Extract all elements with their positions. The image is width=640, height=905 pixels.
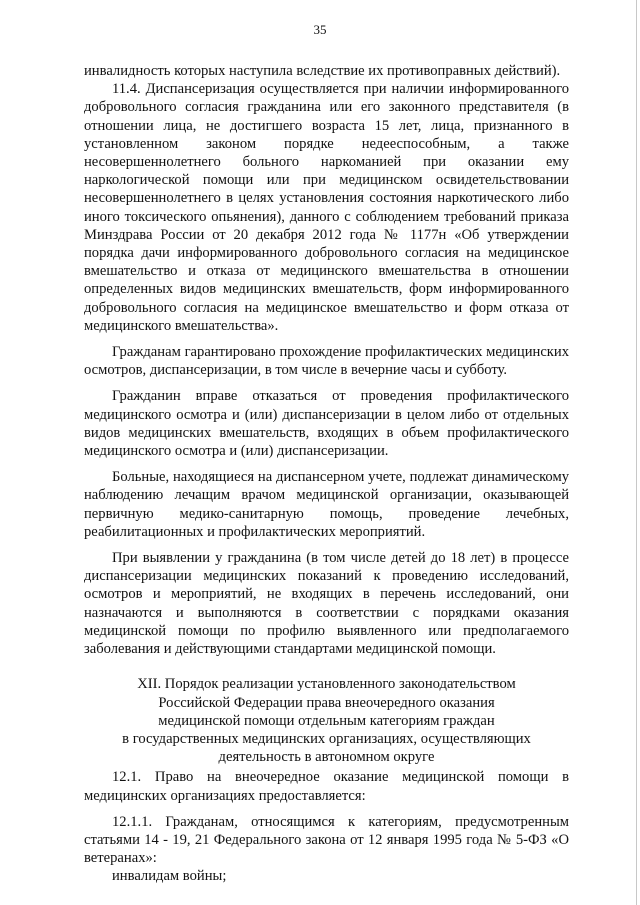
paragraph-12-1-1: 12.1.1. Гражданам, относящимся к категориям, предусмотренным статьями 14 - 19, 21 Федерального закона от 12 января 1995 года № 5-ФЗ «О ветеранах»:	[84, 813, 569, 867]
document-body	[84, 62, 569, 886]
heading-line: деятельность в автономном округе	[218, 749, 435, 766]
paragraph-dispensary-patients: Больные, находящиеся на диспансерном учете, подлежат динамическому наблюдению лечащим врачом медицинской организации, оказывающей первичную медико-санитарную помощь, проведение лечебных, реабилитационных и профилактических мероприятий.	[84, 469, 569, 540]
paragraph-guarantee: Гражданам гарантировано прохождение профилактических медицинских осмотров, диспансеризации, в том числе в вечерние часы и субботу.	[84, 344, 569, 379]
paragraph-indications: При выявлении у гражданина (в том числе детей до 18 лет) в процессе диспансеризации медицинских показаний к проведению исследований, осмотров и мероприятий, не входящих в перечень исследований, они назначаются и выполняются в соответствии с порядками оказания медицинской помощи по профилю выявленного или предполагаемого заболевания и действующими стандартами медицинской помощи.	[84, 550, 569, 658]
heading-line: XII. Порядок реализации установленного законодательством	[137, 676, 516, 693]
section-heading-xii	[84, 675, 569, 766]
paragraph-11-4: 11.4. Диспансеризация осуществляется при наличии информированного добровольного согласия гражданина или его законного представителя (в отношении лица, не достигшего возраста 15 лет, лица, признанного в установленном законом порядке недееспособным, а также несовершеннолетнего больного наркоманией при оказании ему наркологической помощи или при медицинском освидетельствовании несовершеннолетнего в целях установления состояния наркотического либо иного токсического опьянения), данного с соблюдением требований приказа Минздрава России от 20 декабря 2012 года № 1177н «Об утверждении порядка дачи информированного добровольного согласия на медицинское вмешательство и отказа от медицинского вмешательства в отношении определенных видов медицинских вмешательств, форм информированного добровольного согласия на медицинское вмешательство и форм отказа от медицинского вмешательства».	[84, 81, 569, 334]
heading-line: в государственных медицинских организациях, осуществляющих	[122, 730, 531, 747]
page-number: 35	[313, 22, 327, 37]
page-edge-line	[636, 0, 637, 905]
heading-line: медицинской помощи отдельным категориям граждан	[158, 712, 495, 729]
paragraph-refusal: Гражданин вправе отказаться от проведения профилактического медицинского осмотра и (или) диспансеризации в целом либо от отдельных видов медицинских вмешательств, входящих в объем профилактического медицинского осмотра и (или) диспансеризации.	[84, 388, 569, 460]
paragraph-continuation: инвалидность которых наступила вследствие их противоправных действий).	[84, 63, 561, 79]
heading-line: Российской Федерации права внеочередного оказания	[158, 694, 495, 711]
paragraph-war-invalids: инвалидам войны;	[112, 868, 227, 885]
paragraph-12-1: 12.1. Право на внеочередное оказание медицинской помощи в медицинских организациях предоставляется:	[84, 769, 569, 804]
